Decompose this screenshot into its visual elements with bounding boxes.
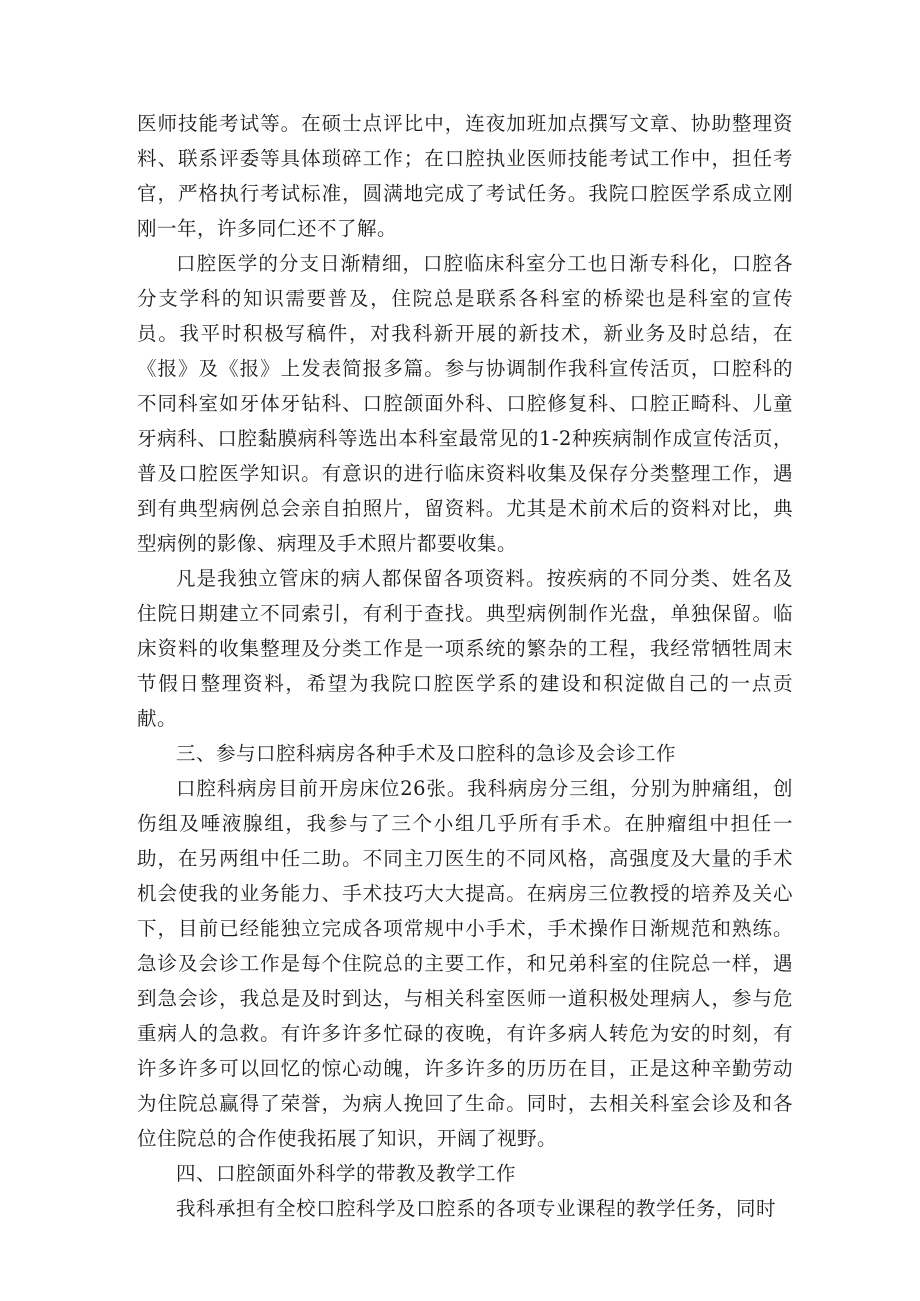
paragraph-4: 口腔科病房目前开房床位26张。我科病房分三组，分别为肿痛组，创伤组及唾液腺组，我参与了三个小组几乎所有手术。在肿瘤组中担任一助，在另两组中任二助。不同主刀医生的不同风格，高强度及大量的手术机会使我的业务能力、手术技巧大大提高。在病房三位教授的培养及关心下，目前已经能独立完成各项常规中小手术，手术操作日渐规范和熟练。急诊及会诊工作是每个住院总的主要工作，和兄弟科室的住院总一样，遇到急会诊，我总是及时到达，与相关科室医师一道积极处理病人，参与危重病人的急救。有许多许多忙碌的夜晚，有许多病人转危为安的时刻，有许多许多可以回忆的惊心动魄，许多许多的历历在目，正是这种辛勤劳动为住院总赢得了荣誉，为病人挽回了生命。同时，去相关科室会诊及和各位住院总的合作使我拓展了知识，开阔了视野。 xyxy=(137,777,793,1150)
paragraph-3: 凡是我独立管床的病人都保留各项资料。按疾病的不同分类、姓名及住院日期建立不同索引，有利于查找。典型病例制作光盘，单独保留。临床资料的收集整理及分类工作是一项系统的繁杂的工程，我经常牺牲周末节假日整理资料，希望为我院口腔医学系的建设和积淀做自己的一点贡献。 xyxy=(137,567,793,730)
section-heading-3: 三、参与口腔科病房各种手术及口腔科的急诊及会诊工作 xyxy=(176,742,677,765)
paragraph-1: 医师技能考试等。在硕士点评比中，连夜加班加点撰写文章、协助整理资料、联系评委等具体琐碎工作；在口腔执业医师技能考试工作中，担任考官，严格执行考试标准，圆满地完成了考试任务。我院口腔医学系成立刚刚一年，许多同仁还不了解。 xyxy=(137,112,793,240)
document-body xyxy=(137,106,793,1226)
section-heading-4: 四、口腔颌面外科学的带教及教学工作 xyxy=(176,1162,517,1185)
paragraph-2: 口腔医学的分支日渐精细，口腔临床科室分工也日渐专科化，口腔各分支学科的知识需要普及，住院总是联系各科室的桥梁也是科室的宣传员。我平时积极写稿件，对我科新开展的新技术，新业务及时总结，在《报》及《报》上发表简报多篇。参与协调制作我科宣传活页，口腔科的不同科室如牙体牙钻科、口腔颌面外科、口腔修复科、口腔正畸科、儿童牙病科、口腔黏膜病科等选出本科室最常见的1-2种疾病制作成宣传活页，普及口腔医学知识。有意识的进行临床资料收集及保存分类整理工作，遇到有典型病例总会亲自拍照片，留资料。尤其是术前术后的资料对比，典型病例的影像、病理及手术照片都要收集。 xyxy=(137,252,793,555)
paragraph-5: 我科承担有全校口腔科学及口腔系的各项专业课程的教学任务，同时 xyxy=(176,1197,777,1220)
